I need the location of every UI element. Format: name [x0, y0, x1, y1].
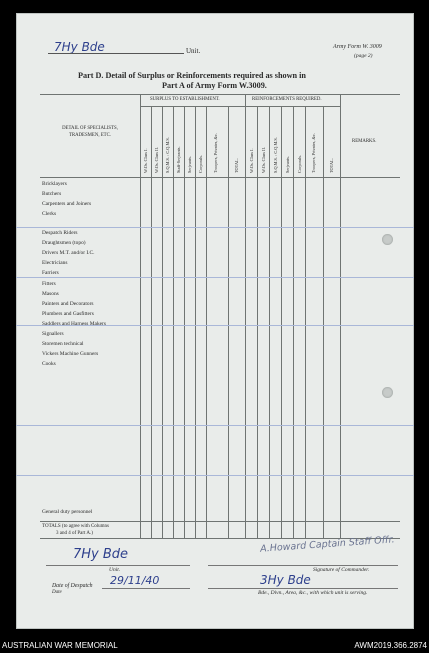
signature-label: Signature of Commander. [313, 567, 370, 573]
divider-surplus-reinf [245, 94, 246, 538]
row-label: Masons [42, 291, 59, 297]
reinf-col-line [281, 106, 282, 538]
totals-label-line-1: TOTALS (to agree with Columns [42, 524, 109, 529]
detail-column-header [48, 125, 132, 139]
surplus-col-header: Serjeants. [187, 156, 192, 173]
ruled-line [16, 475, 414, 476]
divider-remarks [340, 94, 341, 538]
surplus-col-line [173, 106, 174, 538]
surplus-col-header: Troopers, Privates, &c. [213, 133, 218, 173]
archive-caption-bar [0, 633, 429, 653]
row-label: Storemen technical [42, 341, 84, 347]
date-sub-label: Date [52, 590, 62, 595]
ruled-line [16, 277, 414, 278]
ruled-line [16, 227, 414, 228]
ruled-line [16, 425, 414, 426]
reinf-col-header: Serjeants. [285, 156, 290, 173]
formation-line [208, 588, 398, 589]
footer-unit-handwritten: 7Hy Bde [73, 547, 129, 562]
row-label: Clerks [42, 211, 57, 217]
form-sheet [16, 13, 414, 629]
date-label: Date of Despatch [52, 583, 93, 589]
reinf-col-header: TOTAL. [329, 158, 334, 173]
footer-unit-line [46, 565, 190, 566]
row-label: Saddlers and Harness Makers [42, 321, 106, 327]
punch-hole [382, 234, 393, 245]
divider-detail [140, 94, 141, 538]
reinf-col-header: S.Q.M.S. : C.Q.M.S. [273, 137, 278, 173]
row-label: Signallers [42, 331, 64, 337]
row-label: Despatch Riders [42, 230, 78, 236]
title-line-2: Part A of Army Form W.3009. [162, 81, 267, 90]
reinf-col-line [269, 106, 270, 538]
row-label: Drivers M.T. and/or I.C. [42, 250, 95, 256]
reinf-col-line [305, 106, 306, 538]
surplus-col-line [206, 106, 207, 538]
row-label: Electricians [42, 260, 68, 266]
page-reference: (page 2) [354, 53, 373, 59]
reinf-col-line [293, 106, 294, 538]
unit-line [48, 53, 184, 54]
row-label: Plumbers and Gasfitters [42, 311, 94, 317]
surplus-col-line [228, 106, 229, 538]
surplus-col-line [162, 106, 163, 538]
surplus-col-header: Corporals. [198, 154, 203, 173]
surplus-col-header: W.Os. Class II. [154, 147, 159, 173]
row-label: Farriers [42, 270, 59, 276]
archive-caption-right: AWM2019.366.2874 [354, 641, 427, 650]
reinf-col-header: Troopers, Privates, &c. [311, 133, 316, 173]
punch-hole [382, 387, 393, 398]
reinf-col-header: W.Os. Class I. [249, 148, 254, 173]
surplus-col-header: W.Os. Class I. [143, 148, 148, 173]
reinf-col-header: W.Os. Class II. [261, 147, 266, 173]
surplus-col-line [195, 106, 196, 538]
surplus-col-header: TOTAL. [234, 158, 239, 173]
row-label: Carpenters and Joiners [42, 201, 92, 207]
row-label: Cooks [42, 361, 56, 367]
unit-label: Unit. [186, 47, 201, 55]
table-top-rule [40, 94, 400, 95]
reinf-col-line [257, 106, 258, 538]
reinf-col-line [323, 106, 324, 538]
row-label: Vickers Machine Gunners [42, 351, 99, 357]
reinforcements-header: REINFORCEMENTS REQUIRED. [252, 97, 322, 102]
surplus-col-line [184, 106, 185, 538]
totals-top-rule [40, 521, 400, 522]
signature-line [208, 565, 398, 566]
reinf-col-header: Corporals. [297, 154, 302, 173]
surplus-col-header: S.Q.M.S. : C.Q.M.S. [165, 137, 170, 173]
date-line [102, 588, 190, 589]
general-duty-label: General duty personnel [42, 509, 93, 515]
remarks-header: REMARKS. [352, 139, 377, 144]
row-label: Fitters [42, 281, 56, 287]
group-header-rule [140, 106, 340, 107]
title-line-1: Part D. Detail of Surplus or Reinforcements required as shown in [78, 71, 306, 80]
row-label: Draughtsmen (topo) [42, 240, 86, 246]
totals-label-line-2: 3 and 4 of Part A.) [56, 531, 93, 536]
surplus-header: SURPLUS TO ESTABLISHMENT. [150, 97, 220, 102]
formation-handwritten: 3Hy Bde [260, 573, 311, 587]
detail-column-header-text: DETAIL OF SPECIALISTS, TRADESMEN, ETC. [62, 126, 118, 138]
header-bottom-rule [40, 177, 400, 178]
unit-handwritten: 7Hy Bde [54, 40, 105, 54]
date-handwritten: 29/11/40 [110, 574, 160, 587]
archive-caption-left: AUSTRALIAN WAR MEMORIAL [2, 641, 118, 650]
footer-unit-label: Unit. [109, 567, 121, 573]
row-label: Bricklayers [42, 181, 67, 187]
signature-handwritten: A.Howard Captain Staff Offr. [259, 534, 395, 555]
row-label: Painters and Decorators [42, 301, 94, 307]
surplus-col-header: Staff-Serjeants. [176, 146, 181, 173]
surplus-col-line [151, 106, 152, 538]
formation-label: Bde., Divn., Area, &c., with which unit is serving. [258, 590, 368, 596]
form-reference: Army Form W. 3009 [333, 44, 382, 50]
row-label: Butchers [42, 191, 62, 197]
